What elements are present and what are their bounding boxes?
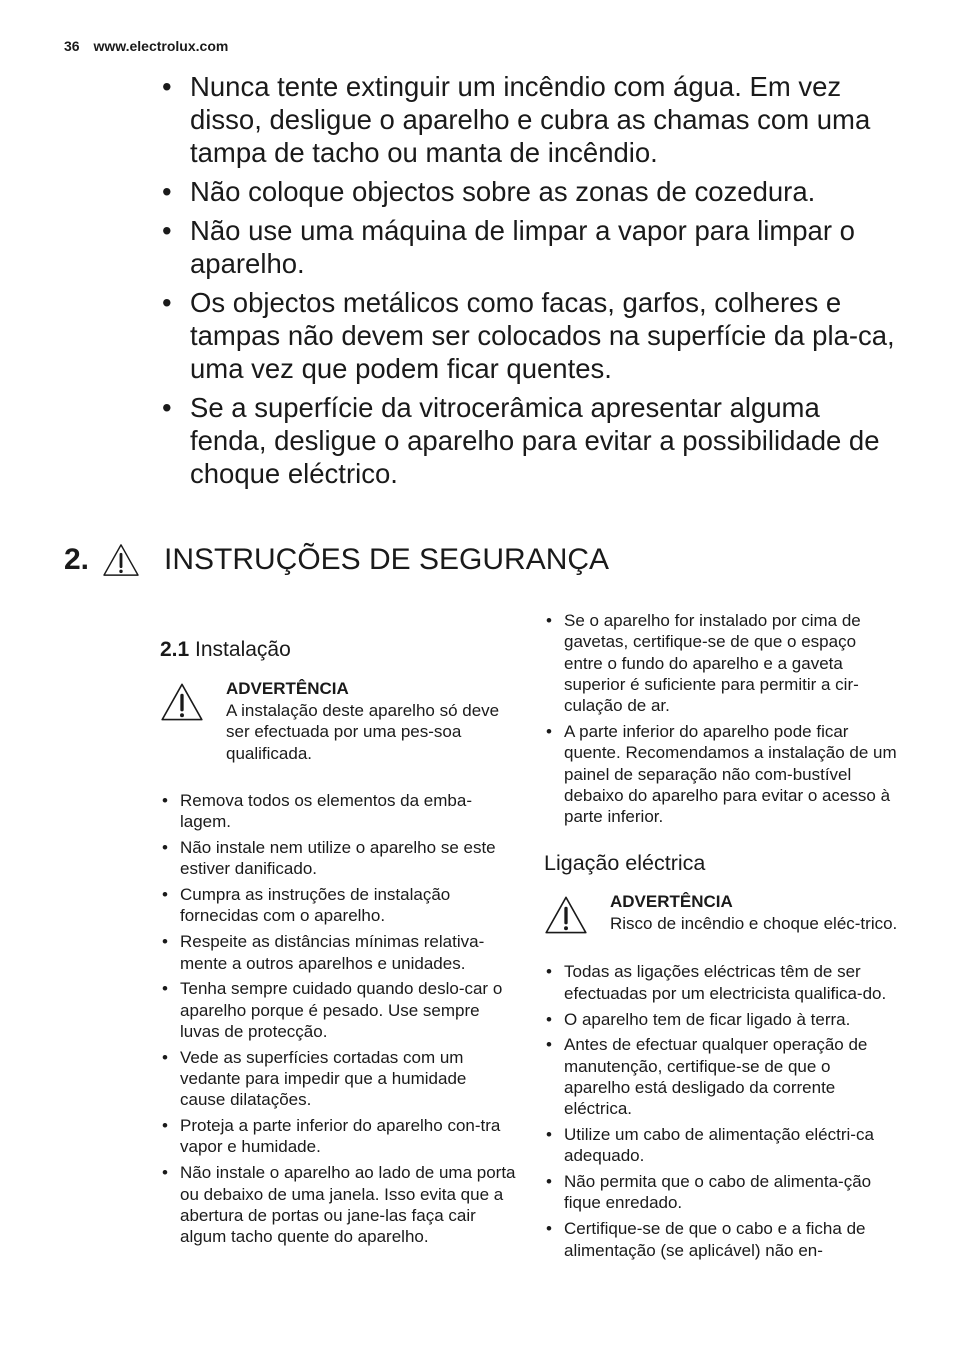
subsection-number: 2.1 xyxy=(160,638,190,661)
list-item: • Tenha sempre cuidado quando deslo-car o aparelho porque é pesado. Use sempre luvas de protecção. xyxy=(160,978,516,1042)
installation-column xyxy=(160,636,516,1252)
electrical-heading: Ligação eléctrica xyxy=(544,851,706,876)
warning-triangle-icon xyxy=(102,543,140,577)
section-title: INSTRUÇÕES DE SEGURANÇA xyxy=(164,543,610,576)
warning-title: ADVERTÊNCIA xyxy=(610,892,733,912)
website-url: www.electrolux.com xyxy=(93,38,229,54)
list-item: • Certifique-se de que o cabo e a ficha de alimentação (se aplicável) não en- xyxy=(544,1218,898,1261)
list-item: • O aparelho tem de ficar ligado à terra. xyxy=(544,1009,898,1030)
list-item: • Remova todos os elementos da emba-lagem. xyxy=(160,790,516,833)
list-item: • Não use uma máquina de limpar a vapor para limpar o aparelho. xyxy=(160,214,900,280)
installation-heading xyxy=(160,636,516,664)
warning-title: ADVERTÊNCIA xyxy=(226,679,349,698)
list-item: • Antes de efectuar qualquer operação de manutenção, certifique-se de que o aparelho está desligado da corrente eléctrica. xyxy=(544,1034,898,1119)
electrical-list xyxy=(544,961,898,1260)
subsection-title: Instalação xyxy=(195,638,291,661)
installation-list-continued xyxy=(544,610,898,827)
list-item: • Se a superfície da vitrocerâmica apresentar alguma fenda, desligue o aparelho para evitar a possibilidade de choque eléctrico. xyxy=(160,391,900,490)
installation-warning xyxy=(160,678,516,764)
list-item: • Todas as ligações eléctricas têm de ser efectuadas por um electricista qualifica-do. xyxy=(544,961,898,1004)
list-item: • Não coloque objectos sobre as zonas de cozedura. xyxy=(160,175,900,208)
list-item: • Não instale o aparelho ao lado de uma porta ou debaixo de uma janela. Isso evita que a abertura de portas ou jane-las faça cair algum tacho quente do aparelho. xyxy=(160,1162,516,1247)
page-header xyxy=(64,38,228,54)
list-item: • Os objectos metálicos como facas, garfos, colheres e tampas não devem ser colocados na superfície da pla-ca, uma vez que podem ficar quentes. xyxy=(160,286,900,385)
fire-safety-list xyxy=(160,70,900,496)
warning-text: A instalação deste aparelho só deve ser efectuada por uma pes-soa qualificada. xyxy=(226,700,500,763)
warning-triangle-icon xyxy=(544,895,588,935)
section-number: 2. xyxy=(64,543,90,576)
page-number: 36 xyxy=(64,38,80,54)
list-item: • A parte inferior do aparelho pode ficar quente. Recomendamos a instalação de um painel de separação não com-bustível debaixo do aparelho para evitar o acesso à parte inferior. xyxy=(544,721,898,827)
list-item: • Se o aparelho for instalado por cima de gavetas, certifique-se de que o espaço entre o fundo do aparelho e a gaveta superior é suficiente para permitir a cir-culação de ar. xyxy=(544,610,898,716)
list-item: • Nunca tente extinguir um incêndio com água. Em vez disso, desligue o aparelho e cubra as chamas com uma tampa de tacho ou manta de incêndio. xyxy=(160,70,900,169)
section-heading xyxy=(64,540,609,580)
list-item: • Vede as superfícies cortadas com um vedante para impedir que a humidade cause dilatações. xyxy=(160,1047,516,1111)
electrical-column xyxy=(544,610,898,1265)
installation-list xyxy=(160,790,516,1247)
list-item: • Proteja a parte inferior do aparelho con-tra vapor e humidade. xyxy=(160,1115,516,1158)
list-item: • Cumpra as instruções de instalação fornecidas com o aparelho. xyxy=(160,884,516,927)
warning-triangle-icon xyxy=(160,682,204,722)
list-item: • Não permita que o cabo de alimenta-ção fique enredado. xyxy=(544,1171,898,1214)
list-item: • Utilize um cabo de alimentação eléctri-ca adequado. xyxy=(544,1124,898,1167)
warning-text: Risco de incêndio e choque eléc-trico. xyxy=(610,913,898,933)
electrical-warning xyxy=(544,891,898,935)
list-item: • Respeite as distâncias mínimas relativa-mente a outros aparelhos e unidades. xyxy=(160,931,516,974)
list-item: • Não instale nem utilize o aparelho se este estiver danificado. xyxy=(160,837,516,880)
